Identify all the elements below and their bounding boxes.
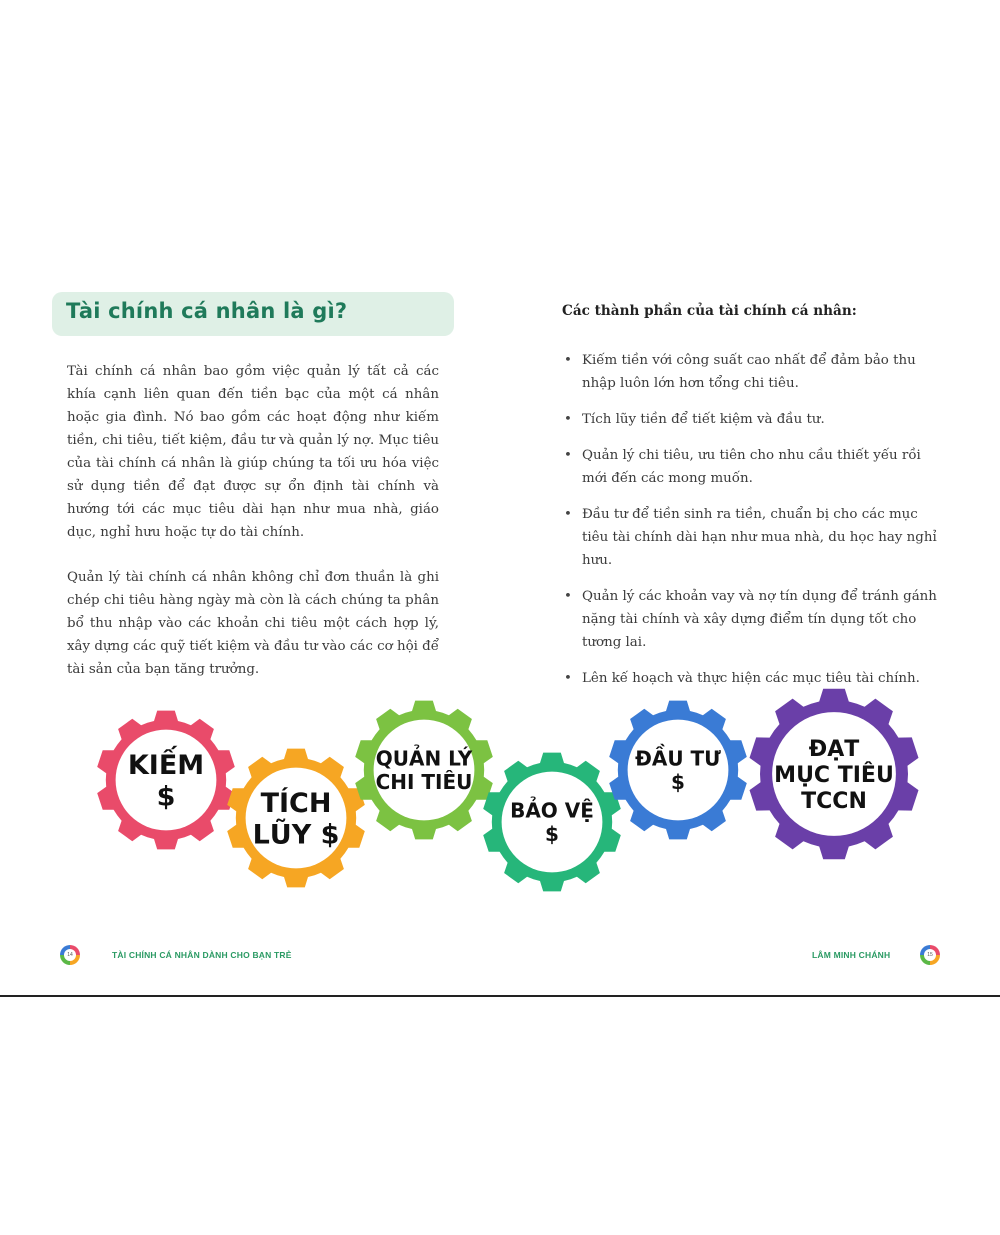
footer-book-title: TÀI CHÍNH CÁ NHÂN DÀNH CHO BẠN TRẺ <box>112 950 292 960</box>
intro-paragraph: Quản lý tài chính cá nhân không chỉ đơn thuần là ghi chép chi tiêu hàng ngày mà còn là cách chúng ta phân bổ thu nhập vào các khoản chi tiêu một cách hợp lý, xây dựng các quỹ tiết kiệm và đầu tư vào các cơ hội để tài sản của bạn tăng trưởng. <box>67 570 439 677</box>
gear-label: MỤC TIÊU <box>774 762 894 788</box>
gear-label: KIẾM <box>127 749 205 781</box>
gear-label: $ <box>671 770 685 794</box>
gear-label: TÍCH <box>260 787 332 819</box>
gear-label: TCCN <box>801 788 867 814</box>
list-item: • Đầu tư để tiền sinh ra tiền, chuẩn bị cho các mục tiêu tài chính dài hạn như mua nhà, du học hay nghỉ hưu. <box>562 503 937 572</box>
gear <box>97 711 235 850</box>
section-title-box <box>52 292 454 336</box>
list-item: • Tích lũy tiền để tiết kiệm và đầu tư. <box>562 408 937 431</box>
list-item: • Quản lý chi tiêu, ưu tiên cho nhu cầu thiết yếu rồi mới đến các mong muốn. <box>562 444 937 490</box>
intro-paragraph: Tài chính cá nhân bao gồm việc quản lý tất cả các khía cạnh liên quan đến tiền bạc của một cá nhân hoặc gia đình. Nó bao gồm các hoạt động như kiếm tiền, chi tiêu, tiết kiệm, đầu tư và quản lý nợ. Mục tiêu của tài chính cá nhân là giúp chúng ta tối ưu hóa việc sử dụng tiền để đạt được sự ổn định tài chính và hướng tới các mục tiêu dài hạn như mua nhà, giáo dục, nghỉ hưu hoặc tự do tài chính. <box>67 364 439 540</box>
page-number: 15 <box>924 949 936 961</box>
gear <box>609 701 747 840</box>
page-bottom-rule <box>0 995 1000 997</box>
gear <box>483 753 621 892</box>
page-number-badge <box>60 945 80 965</box>
gear <box>750 689 919 860</box>
gear <box>227 749 365 888</box>
section-title: Tài chính cá nhân là gì? <box>66 299 348 323</box>
components-list <box>562 349 937 690</box>
gear-label: BẢO VỆ <box>510 798 594 823</box>
page-number-badge <box>920 945 940 965</box>
gear-label: ĐẦU TƯ <box>635 746 721 771</box>
gear-label: $ <box>156 781 176 813</box>
footer-author: LÂM MINH CHÁNH <box>812 950 891 960</box>
list-item: • Kiếm tiền với công suất cao nhất để đảm bảo thu nhập luôn lớn hơn tổng chi tiêu. <box>562 349 937 395</box>
gears-illustration <box>0 670 1000 920</box>
list-item: • Quản lý các khoản vay và nợ tín dụng để tránh gánh nặng tài chính và xây dựng điểm tín dụng tốt cho tương lai. <box>562 585 937 654</box>
page-number: 14 <box>64 949 76 961</box>
gear-label: $ <box>545 822 559 846</box>
components-section <box>562 300 937 703</box>
gear <box>355 701 493 840</box>
intro-text <box>67 360 439 703</box>
components-heading: Các thành phần của tài chính cá nhân: <box>562 303 857 319</box>
gear-label: CHI TIÊU <box>375 770 473 794</box>
gear-label: LŨY $ <box>252 819 340 851</box>
gear-label: ĐẠT <box>808 737 860 762</box>
list-item: • Lên kế hoạch và thực hiện các mục tiêu tài chính. <box>562 667 937 690</box>
gear-label: QUẢN LÝ <box>375 746 473 771</box>
